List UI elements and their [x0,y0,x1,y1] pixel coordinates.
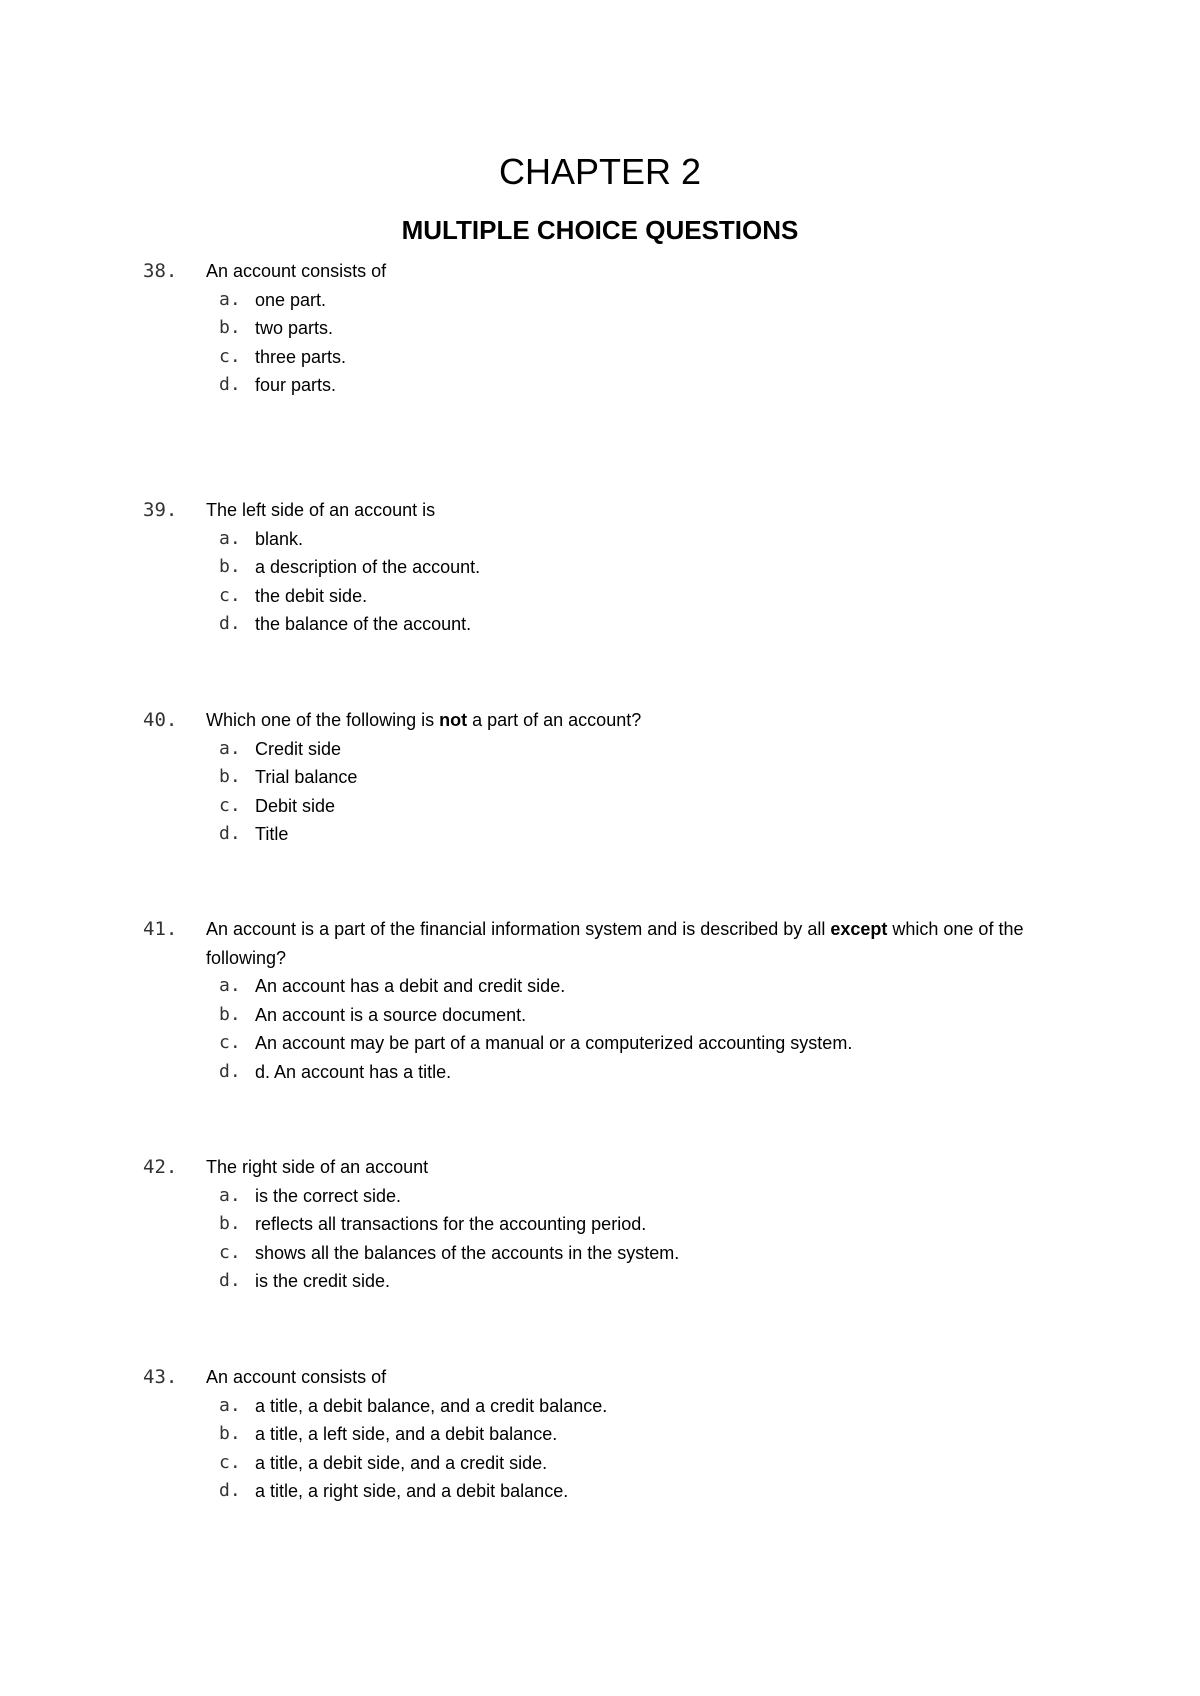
option-letter: d. [219,613,241,635]
option-text: a title, a right side, and a debit balance. [255,1481,569,1502]
option-a [143,1182,1083,1211]
question-emphasis: except [830,919,888,939]
question-text [206,496,1083,525]
option-letter: c. [219,584,241,606]
question-number: 38. [143,260,178,282]
question-text [206,706,1083,735]
option-c [143,792,1083,821]
question-42 [143,1153,1083,1296]
option-letter: b. [219,1213,241,1235]
option-c [143,343,1083,372]
option-letter: a. [219,1394,241,1416]
option-letter: d. [219,1270,241,1292]
option-letter: c. [219,1451,241,1473]
option-letter: b. [219,556,241,578]
option-c [143,1449,1083,1478]
option-text: is the correct side. [255,1185,402,1206]
option-b [143,763,1083,792]
option-list [143,1182,1083,1296]
option-b [143,1420,1083,1449]
option-letter: d. [219,1480,241,1502]
question-stem [143,706,1083,735]
question-emphasis: not [439,710,468,730]
option-c [143,582,1083,611]
option-a [143,1392,1083,1421]
question-text-part: An account is a part of the financial information system and is described by all [206,919,831,939]
option-letter: a. [219,1184,241,1206]
option-a [143,286,1083,315]
option-text: a description of the account. [255,557,481,578]
option-letter: a. [219,288,241,310]
option-letter: d. [219,1060,241,1082]
option-text: a title, a debit side, and a credit side. [255,1452,548,1473]
option-text: An account may be part of a manual or a computerized accounting system. [255,1033,853,1054]
option-letter: d. [219,823,241,845]
question-43 [143,1363,1083,1506]
question-text [206,257,1083,286]
option-letter: c. [219,345,241,367]
option-text: two parts. [255,318,334,339]
question-number: 40. [143,709,178,731]
question-stem [143,1363,1083,1392]
option-text: a title, a left side, and a debit balance. [255,1424,558,1445]
question-text-part: The right side of an account [206,1157,429,1177]
option-letter: a. [219,975,241,997]
option-text: Debit side [255,795,336,816]
option-text: Title [255,824,289,845]
question-number: 43. [143,1366,178,1388]
option-text: Trial balance [255,767,358,788]
option-text: a title, a debit balance, and a credit balance. [255,1395,608,1416]
option-letter: c. [219,1032,241,1054]
option-text: is the credit side. [255,1271,391,1292]
section-title: MULTIPLE CHOICE QUESTIONS [401,215,799,245]
question-text [206,1363,1083,1392]
option-letter: b. [219,766,241,788]
question-text-part: a part of an account? [467,710,642,730]
chapter-title: CHAPTER 2 [498,151,702,192]
option-list [143,972,1083,1086]
question-text-part: An account consists of [206,261,387,281]
question-number: 41. [143,918,178,940]
question-text [206,915,1083,972]
option-d [143,1058,1083,1087]
option-text: four parts. [255,375,337,396]
option-d [143,1267,1083,1296]
option-b [143,1210,1083,1239]
option-list [143,525,1083,639]
option-letter: a. [219,737,241,759]
option-c [143,1029,1083,1058]
option-letter: c. [219,1241,241,1263]
question-41 [143,915,1083,1087]
option-letter: b. [219,1423,241,1445]
question-stem [143,257,1083,286]
question-39 [143,496,1083,639]
option-d [143,1477,1083,1506]
question-number: 39. [143,499,178,521]
question-38 [143,257,1083,400]
option-text: blank. [255,528,304,549]
question-number: 42. [143,1156,178,1178]
option-text: Credit side [255,738,342,759]
option-b [143,1001,1083,1030]
option-a [143,735,1083,764]
option-a [143,525,1083,554]
option-text: one part. [255,289,327,310]
question-text-part: The left side of an account is [206,500,436,520]
option-letter: a. [219,527,241,549]
option-d [143,371,1083,400]
option-text: An account has a debit and credit side. [255,976,566,997]
option-b [143,553,1083,582]
question-stem [143,1153,1083,1182]
option-list [143,735,1083,849]
option-text: reflects all transactions for the accounting period. [255,1214,647,1235]
option-letter: d. [219,374,241,396]
option-text: d. An account has a title. [255,1061,452,1082]
question-text [206,1153,1083,1182]
option-list [143,286,1083,400]
option-text: three parts. [255,346,347,367]
question-stem [143,915,1083,972]
question-text-part: which one of the following? [206,919,1024,968]
option-text: the balance of the account. [255,614,472,635]
option-a [143,972,1083,1001]
option-b [143,314,1083,343]
option-text: the debit side. [255,585,368,606]
option-text: shows all the balances of the accounts in the system. [255,1242,680,1263]
option-d [143,820,1083,849]
option-letter: b. [219,317,241,339]
question-stem [143,496,1083,525]
option-list [143,1392,1083,1506]
question-text-part: An account consists of [206,1367,387,1387]
option-text: An account is a source document. [255,1004,527,1025]
question-40 [143,706,1083,849]
option-letter: c. [219,794,241,816]
option-c [143,1239,1083,1268]
question-text-part: Which one of the following is [206,710,440,730]
option-letter: b. [219,1003,241,1025]
option-d [143,610,1083,639]
